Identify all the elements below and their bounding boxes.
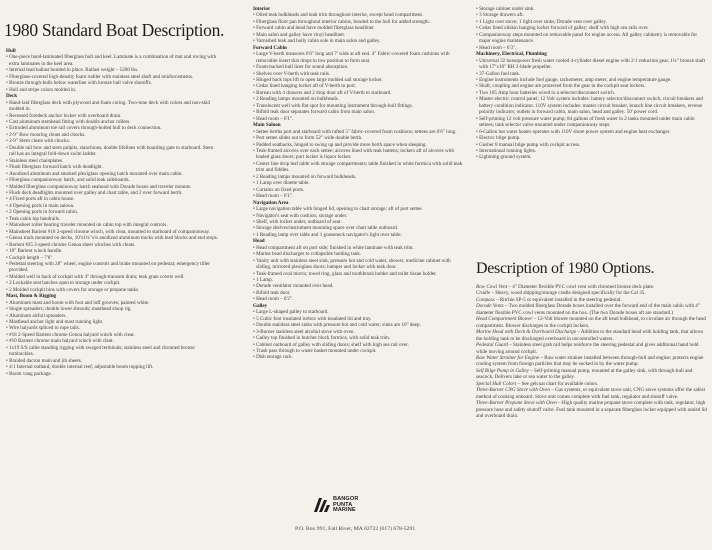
option-name: Special Hull Colors [476, 380, 517, 387]
spec-section-heading: Mast, Boom & Rigging [6, 293, 57, 300]
bangor-punta-logo [313, 497, 393, 521]
spec-item: • Gusher 8 manual bilge pump with cockpit access. [476, 142, 708, 148]
spec-item: • #10 Barient chrome main halyard winch with cleat. [6, 338, 219, 344]
spec-item: • Dorade ventilator mounted over head. [253, 283, 467, 289]
option-name: Compass [476, 296, 495, 303]
spec-section-heading: Head [253, 238, 265, 245]
spec-item: • Molded fiberglass companionway hatch seahood with Dorade boxes and traveler mounts. [6, 184, 219, 190]
spec-item: • Navigator's seat with cushion; storage under. [253, 213, 467, 219]
spec-item: • 1 Light over stove; 1 light over sinks; Dorade vent over galley. [476, 19, 708, 25]
spec-item: • Curtains on fixed ports. [253, 187, 467, 193]
spec-item: • Head room – 6'1". [253, 193, 467, 199]
spec-item: • 4 Opening ports in main saloon. [6, 203, 219, 209]
spec-item: • Universal 32 horsepower fresh water cooled 4-cylinder diesel engine with 2:1 reduction gear, 1¼" bronze shaft with 17"x10" RH 2-blade propeller. [476, 58, 708, 71]
spec-section-heading: Machinery, Electrical, Plumbing [476, 51, 547, 58]
spec-item: • Single spreaders; double lower shrouds; masthead sloop rig. [6, 306, 219, 312]
spec-item: • Masthead anchor light and mast running light. [6, 319, 219, 325]
option-item [476, 355, 708, 368]
spec-item: • Mainsheet roller bearing traveler mounted on cabin top with integral controls. [6, 222, 219, 228]
spec-item: • Padded seatbacks, hinged to swing up and provide more berth space when sleeping. [253, 142, 467, 148]
spec-item: • 2 Opening ports in forward cabin. [6, 209, 219, 215]
spec-section-heading: Navigation Area [253, 199, 289, 206]
option-description: – Two molded fiberglass Dorade boxes installed over the forward end of the main cabin with 4" diameter flexible PVC cowl vents mounted on the box. (The two Dorade boxes aft are standard.) [476, 303, 700, 316]
spec-item: • 4:1 Internal outhaul; double internal reef; adjustable boom topping lift. [6, 364, 219, 370]
spec-item: • Bifold teak door separates forward cabin from main salon. [253, 109, 467, 115]
spec-item: • Marine head discharges to collapsible holding tank. [253, 251, 467, 257]
spec-item: • Self-priming 12 volt pressure water pump; 84 gallons of fresh water in 2 tanks mounted under main cabin settees; tank selector valve mounted under companionway steps. [476, 116, 708, 129]
option-description: – See gelcoat chart for available colors. [517, 380, 599, 387]
option-description: – Heavy, wood shipping/storage cradle designed specifically for the Cal 35. [491, 290, 646, 297]
option-description: – 12-Volt blower mounted on the aft head bulkhead, to circulate air through the head compartment. Blower discharges to the cockpit lockers. [476, 316, 706, 329]
spec-item: • Dish storage rack. [253, 354, 467, 360]
spec-item: • Storage cabinet under sink. [476, 6, 708, 12]
spec-item: • Shelves over V-berth with teak rails. [253, 71, 467, 77]
spec-item: • 10" Barient winch handle. [6, 248, 219, 254]
spec-item: • Port settee slides out to form 52" wide double berth. [253, 135, 467, 141]
spec-item: • Foam-backed hull liner for sound absorption. [253, 64, 467, 70]
spec-item: • Barient #25 2-speed chrome Genoa sheet winches with cleats. [6, 242, 219, 248]
spec-item: • Two 105 Amp hour batteries wired to a selector/disconnect switch. [476, 90, 708, 96]
spec-item: • Companionway steps mounted on removable panel for engine access. All galley cabinetry is removable for major engine maintenance. [476, 32, 708, 45]
spec-item: • 6-Gallon hot water heater operates with 110V shore power system and engine heat exchanger. [476, 129, 708, 135]
spec-item: • Aluminum airfoil spreaders. [6, 313, 219, 319]
spec-item: • Large L-shaped galley to starboard. [253, 309, 467, 315]
spec-item: • Galley top finished in butcher block formica, with solid teak trim. [253, 335, 467, 341]
spec-item: • Lightning ground system. [476, 154, 708, 160]
option-name: Head Compartment Blower [476, 316, 533, 323]
spec-item: • Cockpit length – 7'6". [6, 255, 219, 261]
option-description: – Raw water strainer installed between through-hull and engine; protects engine cooling system from foreign particles that may be sucked in by the water pump. [476, 354, 704, 368]
spec-item: • 3 Storage drawers aft. [476, 12, 708, 18]
option-name: Self Bilge Pump in Galley [476, 367, 529, 374]
option-item [476, 400, 708, 419]
spec-item: • 2 Reading lamps mounted on bulkheads. [253, 96, 467, 102]
spec-item: • Anodized aluminum and smoked plexiglass opening hatch mounted over main cabin. [6, 171, 219, 177]
spec-item: • 1 Lamp over dinette table. [253, 180, 467, 186]
spec-section-heading: Interior [253, 6, 271, 12]
spec-item: • Settee berths port and starboard with tufted 5" fabric-covered foam cushions; settees are 6'6" long. [253, 129, 467, 135]
option-name: Marine Head with Deck & Overboard Discharge [476, 329, 577, 336]
spec-item: • Teak-framed oval mirror, towel ring, glass and toothbrush holder and toilet tissue holder. [253, 271, 467, 277]
spec-item: • Large navigation table with hinged lid, opening to chart storage; aft of port settee. [253, 206, 467, 212]
spec-item: • Teak cabin top handrails. [6, 216, 219, 222]
logo-line-2: PUNTA [333, 501, 353, 508]
spec-item: • Recessed foredeck anchor locker with overboard drain. [6, 113, 219, 119]
spec-item: • Flush fiberglass forward hatch with deadlight. [6, 164, 219, 170]
spec-item: • Boom vang package. [6, 371, 219, 377]
option-item [476, 329, 708, 342]
spec-item: • Oiled teak bulkheads and teak trim throughout interior, except head compartment. [253, 12, 467, 18]
option-name: Cradle [476, 290, 491, 297]
spec-item: • Large V-berth measures 6'6" long and 7' wide at aft end. 4" Fabric-covered foam cushions with removable insert that drops to low position to form seat. [253, 51, 467, 64]
spec-item: • Vanity unit with stainless steel sink, pressure hot and cold water, shower, medicine cabinet with sliding, mirrored plexiglass doors; hamper and locker with teak door. [253, 258, 467, 271]
spec-item: • Trash pass through to waste basket mounted under cockpit. [253, 348, 467, 354]
spec-item: • Bronze through-hulls below waterline with bronze ball valve shutoffs. [6, 80, 219, 86]
option-item [476, 316, 708, 329]
option-description: – Gas systems, or equivalent stove unit, CNG stove systems offer the safest method of cooking onboard. Stove unit comes complete with fuel tank, regulator and shutoff valve. [476, 387, 706, 400]
spec-item: • 2 Molded cockpit bins with covers for storage or propane tanks. [6, 287, 219, 293]
standard-description-title: 1980 Standard Boat Description. [4, 20, 225, 40]
spec-item: • Hull and stripe colors molded in. [6, 87, 219, 93]
spec-section-heading: Forward Cabin [253, 44, 287, 51]
logo-wordmark [333, 497, 358, 514]
logo-mark-icon [313, 497, 331, 513]
option-name: Three-Burner CNG Stove with Oven [476, 387, 550, 394]
option-item [476, 303, 708, 316]
spec-item: • 1 Lamp. [253, 277, 467, 283]
logo-line-3: MARINE [333, 507, 356, 514]
spec-item: • Head compartment aft on port side; finished in white laminate with teak trim. [253, 245, 467, 251]
standard-spec-column-2 [253, 6, 467, 456]
spec-item: • 5 Cubic foot insulated icebox with insulated lid and tray. [253, 316, 467, 322]
spec-section-heading: Deck [6, 93, 18, 100]
option-item [476, 387, 708, 400]
option-description: – Stainless steel grab rail helps reinforce the steering pedestal and gives additional hand hold while moving around cockpit. [476, 342, 699, 355]
spec-item: • 2 Reading lamps mounted on forward bulkheads. [253, 174, 467, 180]
spec-item: • Double stainless steel sinks with pressure hot and cold water; sinks are 10" deep. [253, 322, 467, 328]
spec-item: • Stainless steel chainplates. [6, 158, 219, 164]
spec-item: • Head room – 6'3". [476, 45, 708, 51]
logo-line-1: BANGOR [333, 496, 359, 502]
spec-section-heading: Main Saloon [253, 122, 281, 129]
spec-item: • 1x19 S/S cable standing rigging with swaged terminals; stainless steel and chromed bronze turnbuckles. [6, 345, 219, 358]
spec-item: • Center line drop leaf table with storage compartments; table finished in white formica with solid teak trim and fiddles. [253, 161, 467, 174]
option-description: – 4" Diameter flexible PVC cowl vent with chromed bronze deck plate. [508, 284, 655, 290]
spec-item: • Aluminum mast and boom with foot and luff grooves; painted white. [6, 300, 219, 306]
spec-item: • 2 Lockable seat hatches open to storage under cockpit. [6, 280, 219, 286]
spec-item: • Braided dacron main and jib sheets. [6, 358, 219, 364]
spec-item: • Translucent well with flat spot for mounting instrument through-hull fittings. [253, 103, 467, 109]
spec-item: • Bureau with 4 drawers and 2 drop door aft of V-berth to starboard. [253, 90, 467, 96]
option-item [476, 342, 708, 355]
option-name: Bow Cowl Vent [476, 284, 508, 290]
option-name: Raw Water Strainer for Engine [476, 354, 540, 361]
spec-item: • Shelf, with locker under, outboard of seat. [253, 219, 467, 225]
spec-item: • Internal lead ballast bonded in place. Ballast weight – 5200 lbs. [6, 67, 219, 73]
spec-item: • Engine instruments include fuel gauge, tachometer, amp meter, and engine temperature gauge. [476, 77, 708, 83]
spec-item: • Head room – 6'2". [253, 296, 467, 302]
spec-item: • 4 Fixed ports aft in cabin house. [6, 196, 219, 202]
spec-item: • Master electric control panel; 12 Volt system includes: battery selector/disconnect switch, circuit breakers and battery condition indicator. 110V system includes: master circuit breaker, branch line circuit breakers, reverse polarity indicator, outlets in forward cabin, main salon, head and galley. 50' power cord. [476, 96, 708, 115]
options-list [476, 284, 708, 484]
spec-item: • Extruded aluminum toe rail covers through-bolted hull to deck connection. [6, 125, 219, 131]
spec-item: • Double rail bow and stern pulpits, stanchions, double lifelines with boarding gate to starboard. Stern rail has an integral fold-down swim ladder. [6, 145, 219, 158]
option-description: – Addition to the standard head with holding tank, that allows the holding tank to be discharged overboard in uncontrolled waters. [476, 329, 704, 342]
spec-item: • One-piece hand-laminated fiberglass hull and keel. Laminate is a combination of mat and roving with extra laminates in the keel area. [6, 54, 219, 67]
spec-item: • 2-9" Stern cleats with chocks. [6, 138, 219, 144]
option-item [476, 368, 708, 381]
spec-item: • Genoa track mounted on decks, 10'x1¼"x¼ anodized aluminum tracks with lead blocks and end stops. [6, 235, 219, 241]
spec-item: • Teak-framed alcoves over each settee; alcoves lined with teak battens; lockers aft of alcoves with leaded glass doors; port locker is liquor locker. [253, 148, 467, 161]
spec-item: • Fiberglass-covered high-density foam rudder with stainless steel shaft and reinforcements. [6, 74, 219, 80]
spec-item: • Fiberglass companionway hatch, and solid teak sideboards. [6, 177, 219, 183]
spec-item: • 37-Gallon fuel tank. [476, 71, 708, 77]
spec-item: • Forward cabin and head have molded fiberglass headliner. [253, 25, 467, 31]
spec-item: • Flush deck deadlights mounted over galley and chart table, and 2 over forward berth. [6, 190, 219, 196]
footer-address: P.O. Box 991, Fall River, MA 02722 (617) 678-5291 [295, 526, 416, 532]
spec-item: • Bifold teak door. [253, 290, 467, 296]
spec-item: • Cedar lined oilskin hanging locker forward of galley; shelf with high sea rails over. [476, 25, 708, 31]
spec-item: • Fiberglass floor pan throughout interior cabins, bonded to the hull for added strength. [253, 19, 467, 25]
spec-item: • 1 Reading lamp over table and 1 gooseneck navigator's light over table. [253, 232, 467, 238]
spec-item: • 2-9" Bow mooring cleats and chocks. [6, 132, 219, 138]
spec-item: • 3-Burner stainless steel alcohol stove with oven. [253, 329, 467, 335]
options-title: Description of 1980 Options. [476, 260, 655, 277]
spec-item: • Molded well in back of cockpit with 4" through-transom drain; teak grate covers well. [6, 274, 219, 280]
spec-item: • Cabinet outboard of galley with sliding doors; shelf with high sea rail over. [253, 342, 467, 348]
spec-item: • Wire halyards spliced to rope tails. [6, 325, 219, 331]
spec-item: • Main salon and galley have vinyl headliner. [253, 32, 467, 38]
option-name: Dorade Vents [476, 303, 504, 310]
standard-spec-column-1 [6, 48, 219, 528]
spec-item: • Cast aluminum stemhead fitting with double anchor rollers. [6, 119, 219, 125]
spec-item: • Mainsheet Barient #18 2-speed chrome winch, with cleat, mounted to starboard of companionway. [6, 229, 219, 235]
standard-spec-column-3 [476, 6, 708, 246]
spec-item: • Electric bilge pump. [476, 135, 708, 141]
option-name: Three-Burner Propane Stove with Oven [476, 400, 557, 407]
option-description: – High quality marine propane stove complete with tank, regulator, high pressure hose and safety shutoff valve. Fuel tank mounted in a separate fiberglass locker equipped with sealed lid and overboard drain. [476, 400, 707, 420]
option-description: – Ritchie SP-5 or equivalent installed in the steering pedestal. [495, 296, 622, 303]
option-description: – Self-priming manual pump, mounted at the galley sink, with through-hull and seacock. Delivers lake or sea water to the galley. [476, 367, 693, 381]
spec-section-heading: Hull [6, 48, 16, 54]
spec-section-heading: Galley [253, 302, 268, 309]
option-name: Pedestal Guard [476, 342, 508, 349]
spec-item: • Varnished teak and holly cabin sole in main salon and galley. [253, 38, 467, 44]
spec-item: • Cedar lined hanging locker aft of V-berth to port. [253, 83, 467, 89]
spec-item: • Head room – 6'1". [253, 116, 467, 122]
spec-item: • Storage shelves/instrument mounting space over chart table outboard. [253, 225, 467, 231]
spec-item: • Pedestal steering with 28" wheel, engine controls and brake mounted on pedestal; emergency tiller provided. [6, 261, 219, 274]
spec-item: • #18 2-Speed Barient chrome Genoa halyard winch with cleat. [6, 332, 219, 338]
spec-item: • Shaft, coupling and engine are protected from the gear in the cockpit seat lockers. [476, 83, 708, 89]
spec-item: • International running lights. [476, 148, 708, 154]
spec-item: • Hinged back tops lift to open large molded sail storage locker. [253, 77, 467, 83]
spec-item: • Hand-laid fiberglass deck with plywood and foam coring. Two-tone deck with colors and non-skid molded in. [6, 100, 219, 113]
